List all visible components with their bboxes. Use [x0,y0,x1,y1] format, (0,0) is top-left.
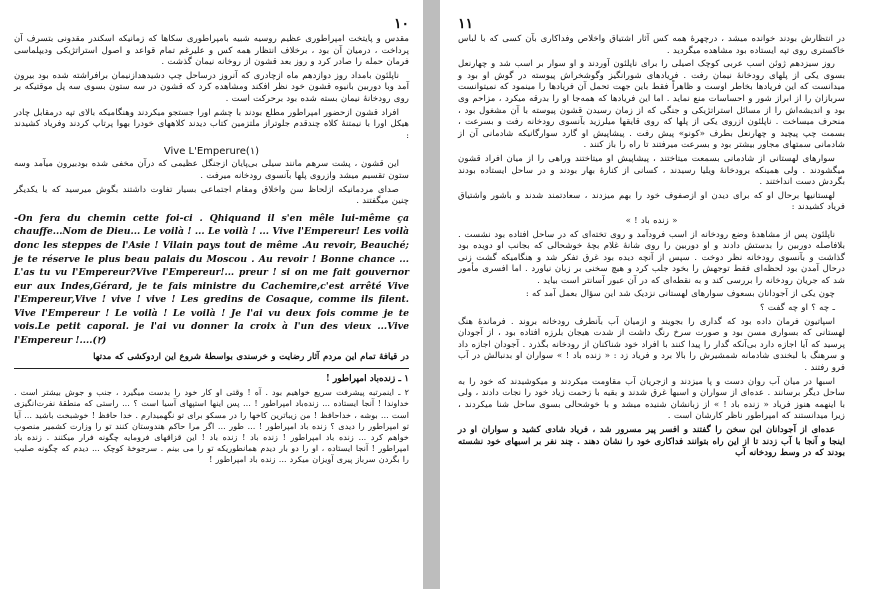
book-gutter [423,0,440,589]
footnote-divider [14,368,409,369]
paragraph: در انتظارش بودند خوانده میشد ، درچهرهٔ همه کس آثار اشتیاق واخلاص وفداکاری بآن کسی که با لباس خاکستری روی تپه ایستاده بود مشاهده میگردید . [458,34,845,56]
left-page [0,0,423,589]
paragraph: ناپلئون بامداد روز دوازدهم ماه ازچادری که آنروز درساحل چپ دشیدهدازنیمان برافراشته شده بود بیرون آمد وبا دوربین بانیوه قشون خود نظر افکند ومشاهده کرد که قشون در سه ستون بسوی سه پل موقتیکه بر روی رودخانهٔ نیمان بسته شده بود برحرکت است . [14,70,409,104]
paragraph: در قیافهٔ تمام این مردم آثار رضایت و خرسندی بواسطهٔ شروع این اردوکشی که مدتها [93,351,409,362]
page-number: ۱۰ [393,16,409,32]
footnote-heading: ۱ ـ زنده‌باد امپراطور ! [325,374,409,385]
paragraph: عده‌ای از آجودانان این سخن را گفتند و افسر پیر مسرور شد ، فریاد شادی کشید و سواران او در اینجا و آنجا با آب زدند تا از این راه بتوانند فداکاری خود را نشان دهند . چند نفر بر اسبهای خود نشسته بودند که در وسط رودخانه آب [458,425,845,459]
paragraph: چون یکی از آجودانان بسعوف سوارهای لهستانی نزدیک شد این سؤال بعمل آمد که : [525,289,835,300]
paragraph: سوارهای لهستانی از شادمانی بسمعت میتاختند ، پیشاپیش او میتاختند وراهی را از میان افراد قشون میگشودند . ولی همینکه برودخانهٔ ویلیا رسیدند ، کسانی از کنارهٔ بهار بودند و در ساحل ایستاده بودند بگردش دست انداختند . [458,153,845,188]
paragraph: لهستانیها برحال او که برای دیدن او ازصفوف خود را بهم میزدند ، سعادتمند شدند و باشور واشتیاق فریاد کشیدند : [458,190,845,213]
paragraph: اسپاتیون فرمان داده بود که گداری را بجویند و ازمیان آب بآنطرف رودخانه بروند . فرماندهٔ هنگ لهستانی که بسواری مسن بود و صورت سرخ رنگ داشت از شدت هیجان بلرزه افتاده بود ، از آجودان پرسید که آیا اجازه دارد بی‌آنکه گدار را پیدا کنند با افراد خود شناکنان از رودخانه بگذرد . آجودان اجازه داد و سرهنگ با لبخندی شادمانه شمشیرش را بالا برد و فریاد زد : « زنده باد ! » سواران او بدنبالش در آب فرو رفتند . [458,316,845,374]
cheer-heading: Vive L'Emperure(۱) [163,146,260,158]
right-page [440,0,871,589]
paragraph: صدای مردمانیکه ازلحاظ سن واخلاق ومقام اجتماعی بسیار تفاوت داشتند بگوش میرسید که با یکدیگر چنین میگفتند . [14,184,409,207]
paragraph: این قشون ، پشت سرهم مانند سیلی بی‌پایان ازجنگل عظیمی که درآن مخفی شده بودبیرون میآمد وسه ستون تقسیم میشد وازروی پلها بآنسوی رودخانه میرفت . [14,159,409,181]
paragraph: مقدس و پایتخت امپراطوری عظیم روسیه شبیه بامپراطوری سکاها که زمانیکه اسکندر مقدونی بتسرف آن پرداخت ، درمیان آن بود ، برخلاف انتظار همه کس و علیرغم تمام قواعد و اصول استراتژیکی ودیپلماسی فرمان حمله را صادر کرد و روز بعد قشون از روخانه نیمان گذشت . [14,34,409,68]
french-passage: -On fera du chemin cette foi-ci . Qhiquand il s'en mêle lui-même ça chauffe...Nom de Dieu... Le voilà ! ... Le voilà ! ... Vive l'Empereur! Les voilà donc les steppes de l'Asie ! Vilain pays tout de même .Au revoir, Beauché; je te réserve le plus beau palais du Moscou . Au revoir ! Bonne chance ... L'as tu vu l'Empereur?Vive l'Empereur!... preur ! si on me fait gouvernor eur aux Indes,Gérard, je te fais ministre du Cachemire,c'est arrêté Vive l'Empereur,Vive ! vive ! vive ! Les gredins de Cosaque, comme ils filent. Vive l'Empereur ! Le voilà ! Le voilà ! Je l'ai vu deux fois comme je te vois.Le petit caporal. je l'ai vu donner la croix à l'un des vieux ...Vive l'Empereur !....(۲) [14,212,409,347]
paragraph: افراد قشون ازحضور امپراطور مطلع بودند با چشم اورا جستجو میکردند وهنگامیکه بالای تپه درمقابل چادر هیکل اورا با نیمتنهٔ کلاه چندقدم جلوتراز ملتزمین کتاب دیدند کلاههای خودرا بهوا پرتاپ کردند وفریاد کشیدند : [14,107,409,141]
paragraph: اسبها در میان آب روان دست و پا میزدند و ازجریان آب مقاومت میکردند و میکوشیدند که خود را به ساحل دیگر برسانند . عده‌ای از سواران و اسبها غرق شدند و بقیه با زحمت زیاد خود را نجات دادند ، ولی با اینهمه هنوز فریاد « زنده باد ! » از زبانشان شنیده میشد و با خوشحالی بسوی ساحل شنا میکردند ، زیرا میدانستند که امپراطور ناظر کارشان است . [458,376,845,422]
footnote-text: ۲ ـ اینمرتبه پیشرفت سریع خواهیم بود . آه ! وقتی او کار خود را بدست میگیرد ، جنب و جوش بیشتر است . خداوندا ! آنجا ایستاده ... زنده‌باد امپراطور ! ... پس اینها استپهای آسیا است ؟ ... راستی که منطقهٔ نفرت‌انگیزی است ... بوشه ، خداحافظ ! من زیباترین کاخها را در مسکو برای تو نگهمیدارم . خدا حافظ ! خوشبخت باشید ... آیا تو امپراطور را دیدی ؟ زنده باد امپراطور ! ... طور ... اگر مرا حاکم هندوستان کنند تو را وزارت کشمیر منصوب خواهم کرد ... زنده باد امپراطور ! زنده باد ! زنده باد ! این قزاقهای فرومایه چگونه فرار میکنند . زنده باد امپراطور ! آنجا ایستاده ، او را دو بار دیدم همانطوریکه تو را می بینم . سرجوخهٔ کوچک ... دیدم که چگونه صلیب را بگردن سرباز پیری آویزان میکرد ... زنده باد امپراطور ! [14,387,409,465]
paragraph: روز سیزدهم ژوئن اسب عربی کوچک اصیلی را برای ناپلئون آوردند و او سوار بر اسب شد و چهارنعل بسوی یکی از پلهای رودخانهٔ نیمان رفت . فریادهای شورانگیز وگوشخراش پیوسته در گوش او بود و میدانست که این فریادها بخاطر اوست و ظاهراً فقط باین جهت تحمل آن فریادها را مینمود که نمیتوانست سربازان را از ابراز شور و احساسات منع نماید . اما این فریادها که همه‌جا او را بدرقه میکرد ، مزاحم وی بود و اندیشه‌اش را از مسائل استراتژیکی و جنگی که از زمان رسیدن قشون پیوسته با آن مشغول بود ، منحرف میساخت . ناپلئون ازروی یکی از پلها که روی قایقها میلرزید بآنسوی رودخانه رفت و بسرعت ، بسمت چپ پیچید و چهارنعل بطرف «کونو» پیش رفت . پیشاپیش او گارد سوارگانیکه شادمانی آن از شادمانی سمتهای مجاور بیشتر بود و بسرعت میرفتند تا راه را باز کنند . [458,59,845,151]
page-number: ۱۱ [458,16,474,32]
cheer-line: « زنده باد ! » [625,215,678,226]
dialogue-line: ـ چه ؟ او چه گفت ؟ [759,303,835,314]
paragraph: ناپلئون پس از مشاهدهٔ وضع رودخانه از اسب فرودآمد و روی تخته‌ای که در ساحل افتاده بود نشست . بلافاصله دوربین را بدستش دادند و او دوربین را روی شانهٔ غلام بچهٔ خوشحالی که بجانب او دویده بود گذاشت و بآنسوی رودخانه نظر دوخت . سپس از آنچه دیده بود غرق تفکر شد و هنگامیکه گشت زنی درحال آمدن بود لحظه‌ای فقط توجهش را بخود جلب کرد و هیچ سخنی بر زبان نیاورد . اما افسری مأمور شد که جریان رودخانه را بررسی کند و به نقطه‌ای که در آن عبور آسانتر است بیاید . [458,229,845,286]
